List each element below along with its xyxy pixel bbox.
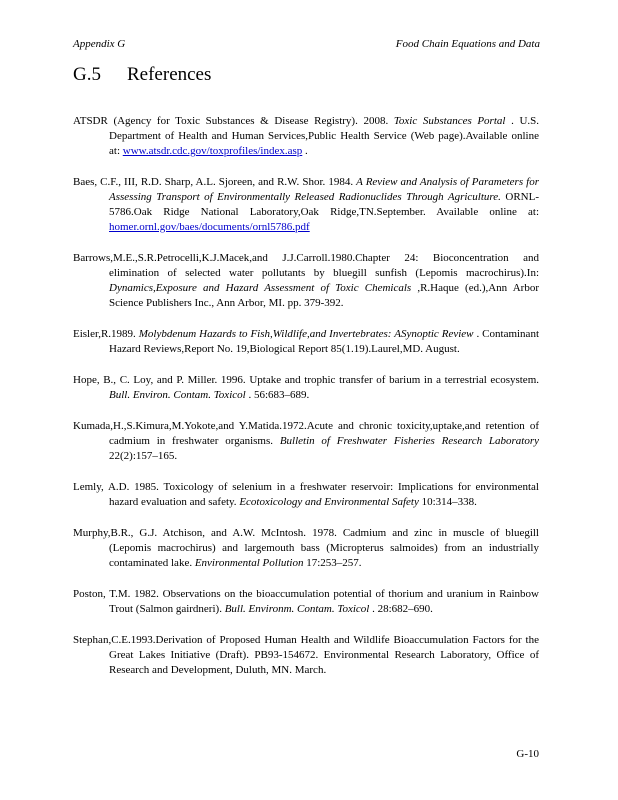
running-header-left: Appendix G [73, 38, 126, 50]
section-title: References [127, 64, 212, 85]
reference-entry: Eisler,R.1989. Molybdenum Hazards to Fish,Wildlife,and Invertebrates: ASynoptic Review . Contaminant Hazard Reviews,Report No. 19,Biological Report 85(1.19).Laurel,MD. August. [73, 328, 539, 355]
reference-entry: Barrows,M.E.,S.R.Petrocelli,K.J.Macek,and J.J.Carroll.1980.Chapter 24: Bioconcentration and elimination of selected water pollutants by bluegill sunfish (Lepomis macrochirus).In: Dynamics,Exposure and Hazard Assessment of Toxic Chemicals ,R.Haque (ed.),Ann Arbor Science Publishers Inc., Ann Arbor, MI. pp. 379-392. [73, 252, 539, 309]
reference-link[interactable]: www.atsdr.cdc.gov/toxprofiles/index.asp [122, 145, 303, 157]
reference-entry: Kumada,H.,S.Kimura,M.Yokote,and Y.Matida.1972.Acute and chronic toxicity,uptake,and retention of cadmium in freshwater organisms. Bulletin of Freshwater Fisheries Research Laboratory 22(2):157–165. [73, 420, 539, 462]
reference-list [73, 114, 539, 694]
page-number: G-10 [516, 748, 539, 760]
reference-entry: Lemly, A.D. 1985. Toxicology of selenium in a freshwater reservoir: Implications for environmental hazard evaluation and safety. Ecotoxicology and Environmental Safety 10:314–338. [73, 481, 539, 508]
reference-entry: ATSDR (Agency for Toxic Substances & Disease Registry). 2008. Toxic Substances Portal . U.S. Department of Health and Human Services,Public Health Service (Web page).Available online at: www.atsdr.cdc.gov/toxprofiles/index.asp . [73, 115, 539, 157]
running-header-right: Food Chain Equations and Data [395, 38, 540, 50]
section-number: G.5 [73, 64, 101, 85]
reference-entry: Hope, B., C. Loy, and P. Miller. 1996. Uptake and trophic transfer of barium in a terrestrial ecosystem. Bull. Environ. Contam. Toxicol . 56:683–689. [73, 374, 539, 401]
reference-entry: Stephan,C.E.1993.Derivation of Proposed Human Health and Wildlife Bioaccumulation Factors for the Great Lakes Initiative (Draft). PB93-154672. Environmental Research Laboratory, Office of Research and Development, Duluth, MN. March. [73, 634, 539, 676]
reference-entry: Murphy,B.R., G.J. Atchison, and A.W. McIntosh. 1978. Cadmium and zinc in muscle of bluegill (Lepomis macrochirus) and largemouth bass (Micropterus salmoides) from an industrially contaminated lake. Environmental Pollution 17:253–257. [73, 527, 539, 569]
reference-entry: Baes, C.F., III, R.D. Sharp, A.L. Sjoreen, and R.W. Shor. 1984. A Review and Analysis of Parameters for Assessing Transport of Environmentally Released Radionuclides Through Agriculture. ORNL-5786.Oak Ridge National Laboratory,Oak Ridge,TN.September. Available online at: homer.ornl.gov/baes/documents/ornl5786.pdf [73, 176, 540, 233]
reference-entry: Poston, T.M. 1982. Observations on the bioaccumulation potential of thorium and uranium in Rainbow Trout (Salmon gairdneri). Bull. Environm. Contam. Toxicol . 28:682–690. [73, 588, 539, 615]
reference-link[interactable]: homer.ornl.gov/baes/documents/ornl5786.pdf [109, 221, 310, 233]
section-heading [73, 64, 211, 86]
